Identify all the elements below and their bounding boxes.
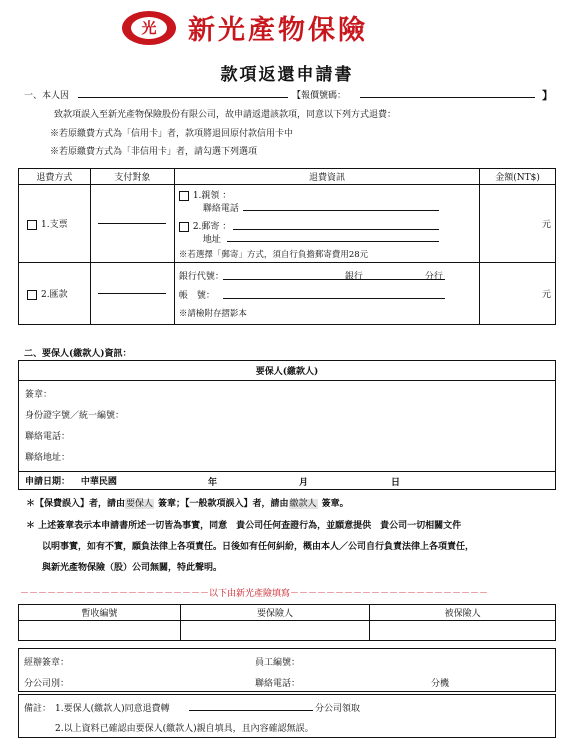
applicant-header: 要保人(繳款人) (19, 361, 556, 381)
note1-part-a: 1.要保人(繳款人)同意退費轉 (55, 704, 170, 714)
mail-field[interactable] (233, 229, 439, 230)
refund-table (18, 168, 556, 325)
office-note-box (18, 694, 556, 738)
col-header-amount: 金額(NT$) (480, 169, 556, 185)
transfer-checkbox[interactable] (27, 290, 37, 300)
logo-mark-text: 光 (131, 17, 167, 39)
note2: 2.以上資料已確認由要保人(繳款人)親自填具，且內容確認無誤。 (55, 724, 314, 734)
payee-transfer-line (98, 293, 166, 294)
receipt-no-cell[interactable] (19, 621, 181, 641)
applicant-table (18, 360, 556, 490)
check-checkbox[interactable] (27, 220, 37, 230)
intro-text: 致款項誤入至新光產物保險股份有限公司，故申請返還該款項，同意以下列方式退費： (54, 110, 397, 120)
col-header-method: 退費方式 (19, 169, 91, 185)
logo-mark (122, 11, 176, 45)
employee-no-label: 員工編號： (255, 658, 301, 668)
remark-line2: ＊ 上述簽章表示本申請書所述一切皆為事實，同意 貴公司任何查證行為，並願意提供 貴公司一切相關文件 (26, 521, 462, 531)
pickup-phone-field[interactable] (243, 210, 439, 211)
date-day: 日 (391, 478, 401, 488)
account-field[interactable] (223, 298, 445, 299)
method-check (19, 185, 91, 263)
payee-transfer-cell[interactable] (90, 263, 174, 325)
pickup-label: 1.親領 ： (192, 191, 232, 201)
mail-label: 2.郵寄 ： (192, 222, 232, 232)
mail-address-label: 地址 (202, 235, 221, 245)
amount-check-cell[interactable] (480, 185, 556, 263)
remark-line3: 以明事實，如有不實，願負法律上各項責任。日後如有任何糾紛，概由本人／公司自行負責法律上各項責任， (42, 542, 475, 552)
reason-field[interactable] (78, 97, 288, 98)
note-non-credit-card: ※若原繳費方式為「非信用卡」者，請勾選下列選項 (50, 147, 258, 157)
col-header-info: 退費資訊 (174, 169, 479, 185)
form-title: 款項返還申請書 (220, 65, 354, 85)
date-year: 年 (208, 478, 218, 488)
passbook-note: ※請檢附存摺影本 (178, 309, 247, 319)
mail-checkbox[interactable] (179, 222, 189, 232)
table-row-check (19, 185, 556, 263)
id-number-label: 身份證字號／統一編號： (25, 411, 125, 421)
office-phone-label: 聯絡電話： (255, 679, 301, 689)
remark1-part-c: 簽章；【一般款項誤入】者，請由 (158, 499, 289, 509)
phone-label: 聯絡電話： (25, 432, 71, 442)
mail-fee-note: ※若選擇「郵寄」方式，須自行負擔郵寄費用28元 (178, 250, 369, 260)
method-transfer (19, 263, 91, 325)
bank-label: 銀行 (344, 272, 363, 282)
report-no-field[interactable] (360, 97, 535, 98)
applicant-fields[interactable] (19, 381, 556, 472)
table-row-transfer (19, 263, 556, 325)
handler-label: 經辦簽章： (24, 658, 70, 668)
info-check-cell (174, 185, 479, 263)
info-transfer-cell (174, 263, 479, 325)
remark1-part-e: 簽章。 (321, 499, 349, 509)
payee-check-line (98, 223, 166, 224)
office-col-policyholder: 要保險人 (180, 605, 370, 621)
amount-check-unit: 元 (541, 220, 551, 230)
payee-check-cell[interactable] (90, 185, 174, 263)
amount-transfer-unit: 元 (541, 290, 551, 300)
remark1-payer: 繳款人 (289, 499, 317, 509)
date-era: 中華民國 (80, 477, 117, 487)
office-info-box (18, 648, 556, 692)
date-month: 月 (299, 478, 309, 488)
pickup-phone-label: 聯絡電話 (202, 204, 239, 214)
remark1-policyholder: 要保人 (126, 499, 154, 509)
col-header-payee: 支付對象 (90, 169, 174, 185)
insured-cell[interactable] (370, 621, 556, 641)
section1-prefix: 一、本人因 (24, 91, 70, 101)
note1-part-b: 分公司領取 (315, 704, 361, 714)
date-label: 申請日期： (25, 477, 71, 487)
remark-line1 (26, 496, 349, 509)
bracket-close: 】 (542, 89, 553, 102)
branch-label: 分行 (424, 272, 443, 282)
company-logo (122, 8, 368, 47)
method-check-label: 1.支票 (41, 220, 68, 230)
address-label: 聯絡地址： (25, 453, 71, 463)
branch-company-label: 分公司別： (24, 679, 70, 689)
bank-code-field[interactable] (223, 279, 445, 280)
office-table (18, 604, 556, 641)
remark1-part-a: ＊【保費誤入】者，請由 (26, 499, 126, 509)
section2-heading: 二、要保人(繳款人)資訊： (24, 349, 132, 359)
bank-code-label: 銀行代號： (178, 272, 224, 282)
note-label: 備註： (24, 704, 52, 714)
signature-label: 簽章： (25, 390, 53, 400)
office-col-receipt: 暫收編號 (19, 605, 181, 621)
logo-company-name: 新光產物保險 (188, 15, 368, 46)
report-no-label: 【報價號碼： (292, 91, 347, 101)
method-transfer-label: 2.匯款 (41, 290, 68, 300)
remark-line4: 與新光產物保險（股）公司無關，特此聲明。 (42, 563, 223, 573)
mail-address-field[interactable] (227, 241, 439, 242)
note-credit-card: ※若原繳費方式為「信用卡」者，款項將退回原付款信用卡中 (50, 129, 294, 139)
amount-transfer-cell[interactable] (480, 263, 556, 325)
extension-label: 分機 (431, 679, 450, 689)
account-label: 帳 號： (178, 291, 215, 301)
office-col-insured: 被保險人 (370, 605, 556, 621)
policyholder-cell[interactable] (180, 621, 370, 641)
office-divider: －－－－－－－－－－－－－－－－－－－－－以下由新光產險填寫－－－－－－－－－－－－－－－－－－－－－－ (20, 589, 489, 599)
note1-branch-field[interactable] (189, 710, 313, 711)
pickup-checkbox[interactable] (179, 191, 189, 201)
date-row[interactable] (19, 472, 556, 490)
